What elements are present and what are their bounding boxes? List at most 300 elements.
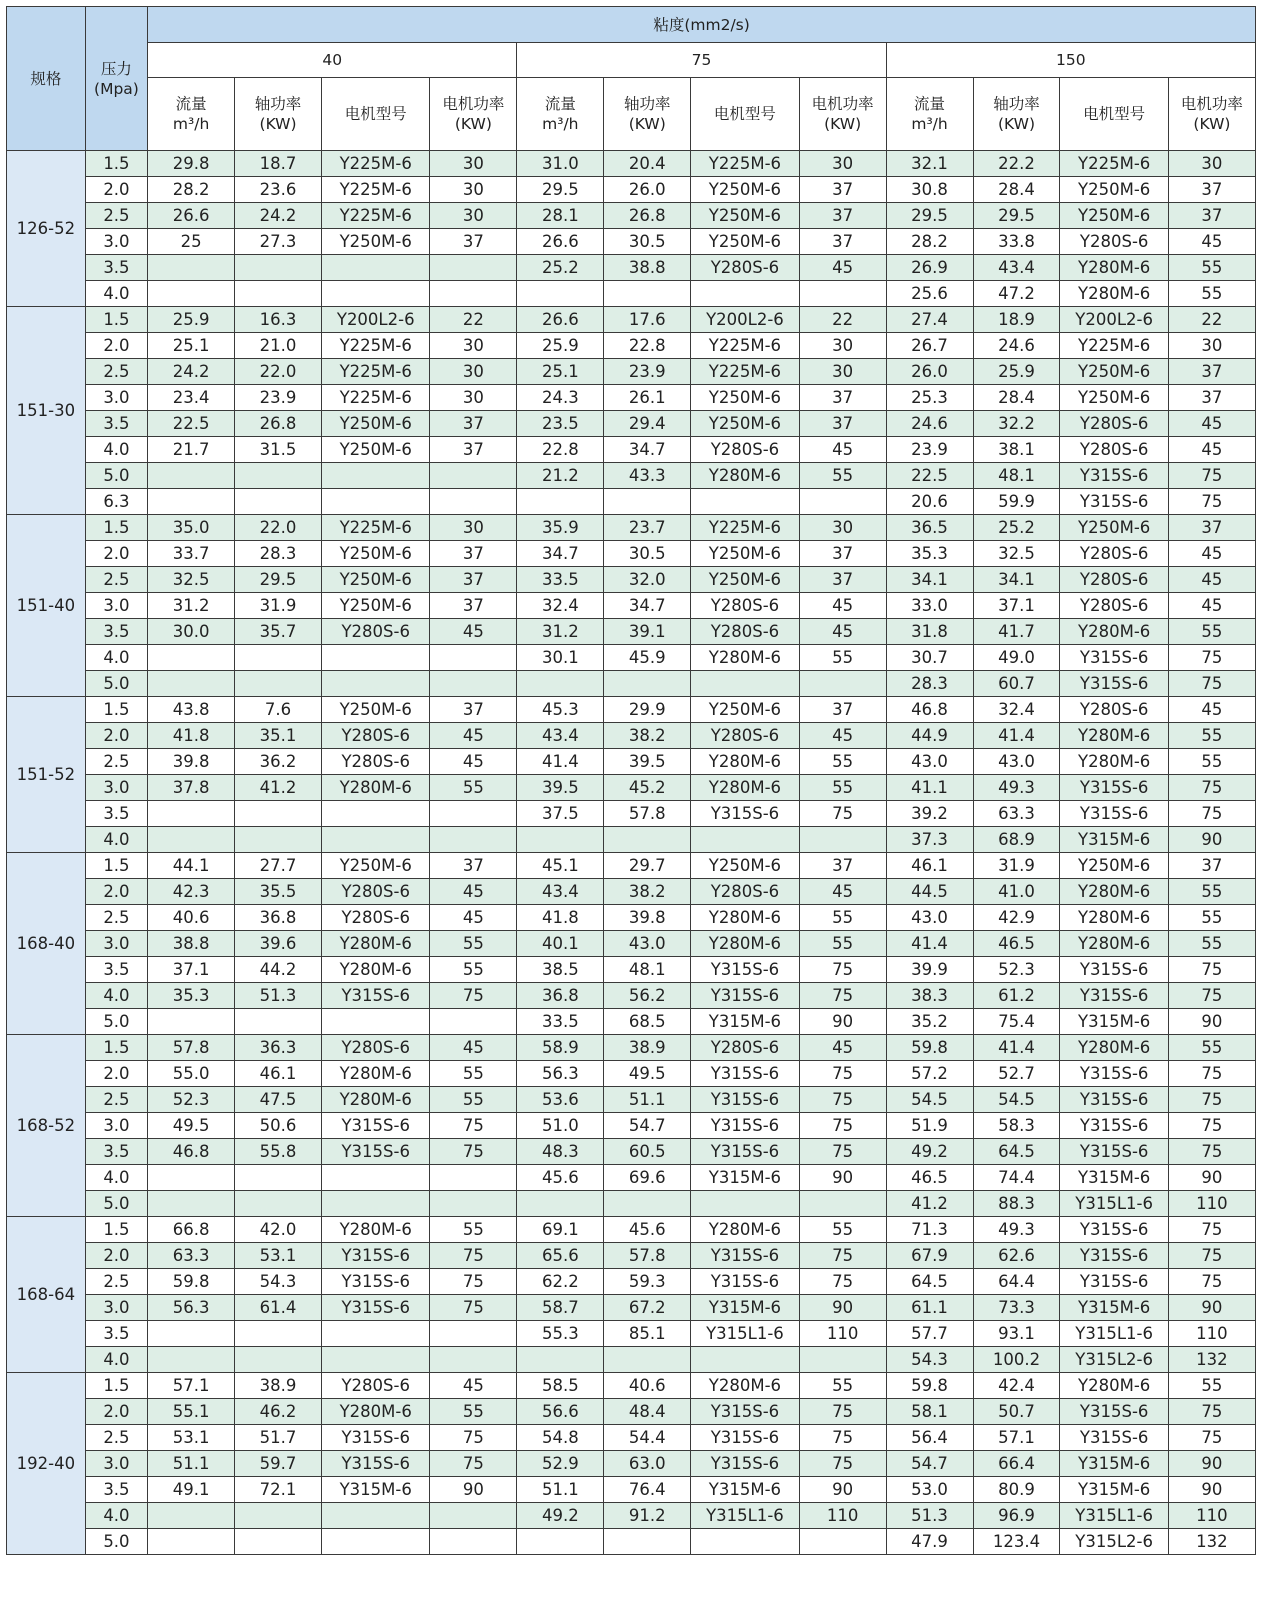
table-cell (322, 1191, 430, 1217)
table-cell: 55 (430, 775, 517, 801)
table-cell: 38.8 (148, 931, 235, 957)
table-cell: 28.2 (886, 229, 973, 255)
table-cell: Y315S-6 (322, 1295, 430, 1321)
column-header (886, 78, 973, 151)
table-cell: 93.1 (973, 1321, 1060, 1347)
table-row (7, 593, 1256, 619)
table-cell: Y280M-6 (1060, 619, 1168, 645)
table-cell: 90 (799, 1165, 886, 1191)
table-cell: 55 (799, 749, 886, 775)
table-cell: 29.5 (517, 177, 604, 203)
table-cell: 30.8 (886, 177, 973, 203)
table-cell: 51.3 (235, 983, 322, 1009)
table-cell: 33.5 (517, 1009, 604, 1035)
table-cell (235, 1529, 322, 1555)
table-cell: Y315S-6 (1060, 801, 1168, 827)
table-cell: 110 (799, 1503, 886, 1529)
table-cell: 46.8 (886, 697, 973, 723)
table-cell: 25.1 (517, 359, 604, 385)
table-cell: 45.6 (517, 1165, 604, 1191)
table-row (7, 1139, 1256, 1165)
table-cell (235, 1165, 322, 1191)
table-cell: 26.8 (604, 203, 691, 229)
table-cell: 55 (799, 931, 886, 957)
viscosity-header: 粘度(mm2/s) (148, 7, 1256, 43)
table-cell: 42.0 (235, 1217, 322, 1243)
table-cell: 55 (1168, 905, 1255, 931)
pressure-cell: 2.5 (85, 1087, 147, 1113)
table-cell: 90 (1168, 1295, 1255, 1321)
table-cell: 48.4 (604, 1399, 691, 1425)
table-cell: 21.7 (148, 437, 235, 463)
table-cell: Y315S-6 (322, 1425, 430, 1451)
pressure-cell: 1.5 (85, 151, 147, 177)
table-cell: 39.5 (517, 775, 604, 801)
table-cell: 32.4 (517, 593, 604, 619)
table-cell: Y225M-6 (322, 515, 430, 541)
table-cell: 39.5 (604, 749, 691, 775)
table-cell: 34.1 (973, 567, 1060, 593)
table-cell: 64.5 (973, 1139, 1060, 1165)
table-cell (430, 1191, 517, 1217)
table-cell: 45 (430, 879, 517, 905)
table-cell (430, 645, 517, 671)
table-cell: 37 (430, 593, 517, 619)
table-cell: 64.4 (973, 1269, 1060, 1295)
table-cell: 91.2 (604, 1503, 691, 1529)
table-cell: 59.8 (886, 1373, 973, 1399)
table-cell: Y280S-6 (1060, 411, 1168, 437)
column-header-label: 流量 m³/h (542, 95, 579, 133)
spec-cell: 168-64 (7, 1217, 86, 1373)
table-cell: 75 (799, 1243, 886, 1269)
table-cell: 75 (430, 1451, 517, 1477)
table-cell: Y315S-6 (691, 801, 799, 827)
table-cell: 61.2 (973, 983, 1060, 1009)
table-cell: Y280S-6 (322, 1373, 430, 1399)
table-cell: 63.3 (148, 1243, 235, 1269)
table-cell: 45 (430, 723, 517, 749)
table-row (7, 1217, 1256, 1243)
table-cell: 51.1 (517, 1477, 604, 1503)
table-cell: Y315M-6 (1060, 1295, 1168, 1321)
table-cell: 45 (1168, 229, 1255, 255)
table-cell: 49.5 (604, 1061, 691, 1087)
table-cell (148, 1321, 235, 1347)
table-cell: Y225M-6 (1060, 151, 1168, 177)
table-cell: 22 (799, 307, 886, 333)
pressure-cell: 1.5 (85, 1217, 147, 1243)
table-cell: 51.0 (517, 1113, 604, 1139)
table-cell: 53.1 (235, 1243, 322, 1269)
table-cell: 22 (430, 307, 517, 333)
table-cell: 29.4 (604, 411, 691, 437)
table-row (7, 619, 1256, 645)
table-cell: 58.1 (886, 1399, 973, 1425)
table-cell: 75 (799, 1061, 886, 1087)
table-cell: 55 (430, 1399, 517, 1425)
table-cell: 59.8 (886, 1035, 973, 1061)
table-cell: 75 (799, 1087, 886, 1113)
table-cell: Y280S-6 (691, 437, 799, 463)
table-cell: 49.2 (517, 1503, 604, 1529)
table-row (7, 151, 1256, 177)
table-cell: 56.3 (148, 1295, 235, 1321)
table-cell: Y315S-6 (1060, 1217, 1168, 1243)
table-cell: 37 (799, 203, 886, 229)
table-cell (799, 1529, 886, 1555)
table-cell (235, 1347, 322, 1373)
table-cell: Y280S-6 (1060, 229, 1168, 255)
table-cell: 59.7 (235, 1451, 322, 1477)
table-cell: 55 (430, 957, 517, 983)
table-cell: Y315S-6 (1060, 1061, 1168, 1087)
table-cell: Y315S-6 (1060, 1113, 1168, 1139)
table-cell: Y315L2-6 (1060, 1347, 1168, 1373)
table-cell: 49.5 (148, 1113, 235, 1139)
table-header (7, 7, 1256, 151)
table-cell: 37 (430, 697, 517, 723)
table-cell: 75 (430, 983, 517, 1009)
table-cell: 45 (799, 879, 886, 905)
table-cell: 75 (1168, 489, 1255, 515)
table-cell: 55 (799, 645, 886, 671)
table-cell: Y315L1-6 (691, 1321, 799, 1347)
table-cell: 42.9 (973, 905, 1060, 931)
table-cell: Y280M-6 (322, 1217, 430, 1243)
table-cell: 49.0 (973, 645, 1060, 671)
table-cell: 51.1 (604, 1087, 691, 1113)
table-cell: 37 (1168, 177, 1255, 203)
table-cell (799, 1347, 886, 1373)
table-row (7, 1191, 1256, 1217)
table-cell: 56.3 (517, 1061, 604, 1087)
table-cell: 31.5 (235, 437, 322, 463)
pressure-cell: 1.5 (85, 307, 147, 333)
table-cell: Y315L1-6 (1060, 1503, 1168, 1529)
pressure-cell: 3.5 (85, 1321, 147, 1347)
pressure-cell: 3.5 (85, 619, 147, 645)
spec-header: 规格 (7, 7, 86, 151)
table-cell: Y250M-6 (322, 853, 430, 879)
spec-cell: 168-52 (7, 1035, 86, 1217)
table-cell (604, 1347, 691, 1373)
table-cell: Y280S-6 (322, 723, 430, 749)
table-cell: 58.5 (517, 1373, 604, 1399)
table-cell: 44.9 (886, 723, 973, 749)
table-cell: 55.1 (148, 1399, 235, 1425)
table-cell: 75 (1168, 1061, 1255, 1087)
table-cell: 52.3 (148, 1087, 235, 1113)
table-cell: Y315S-6 (691, 1061, 799, 1087)
table-cell: Y280M-6 (691, 463, 799, 489)
pressure-cell: 3.5 (85, 411, 147, 437)
table-cell: 43.4 (973, 255, 1060, 281)
table-cell: 75 (1168, 1243, 1255, 1269)
table-cell: Y280S-6 (1060, 541, 1168, 567)
table-cell (430, 1165, 517, 1191)
table-cell: 20.6 (886, 489, 973, 515)
table-cell (322, 1347, 430, 1373)
table-cell: 37 (430, 567, 517, 593)
table-cell: Y280S-6 (322, 905, 430, 931)
table-cell: 75 (1168, 463, 1255, 489)
pressure-cell: 2.5 (85, 905, 147, 931)
table-cell: 21.0 (235, 333, 322, 359)
table-cell: Y250M-6 (691, 567, 799, 593)
pressure-cell: 4.0 (85, 1503, 147, 1529)
table-cell: Y280M-6 (322, 1399, 430, 1425)
table-cell: Y250M-6 (1060, 359, 1168, 385)
table-cell: Y280S-6 (691, 593, 799, 619)
table-cell: 37 (799, 177, 886, 203)
table-cell: 75 (799, 1399, 886, 1425)
table-cell: 60.7 (973, 671, 1060, 697)
table-cell: 31.2 (148, 593, 235, 619)
table-cell (430, 1009, 517, 1035)
table-cell: 47.9 (886, 1529, 973, 1555)
table-cell: 75 (430, 1269, 517, 1295)
table-row (7, 1321, 1256, 1347)
table-cell: Y250M-6 (691, 385, 799, 411)
table-cell: Y280M-6 (1060, 1373, 1168, 1399)
pressure-cell: 2.5 (85, 203, 147, 229)
table-cell: 56.4 (886, 1425, 973, 1451)
table-cell: 39.9 (886, 957, 973, 983)
table-row (7, 801, 1256, 827)
table-cell: 45 (1168, 541, 1255, 567)
pressure-cell: 3.0 (85, 1295, 147, 1321)
table-cell: 66.4 (973, 1451, 1060, 1477)
pressure-cell: 2.0 (85, 1399, 147, 1425)
spec-cell: 168-40 (7, 853, 86, 1035)
table-cell: 39.2 (886, 801, 973, 827)
table-cell: 24.6 (973, 333, 1060, 359)
table-cell: 22.8 (517, 437, 604, 463)
table-cell: 55 (430, 1087, 517, 1113)
table-cell: 30.0 (148, 619, 235, 645)
table-cell: 68.5 (604, 1009, 691, 1035)
table-cell (604, 1529, 691, 1555)
table-cell: Y280M-6 (1060, 905, 1168, 931)
table-cell (235, 801, 322, 827)
table-cell: 54.7 (886, 1451, 973, 1477)
table-cell: 24.6 (886, 411, 973, 437)
table-cell: 31.9 (973, 853, 1060, 879)
table-cell: 75 (1168, 775, 1255, 801)
table-cell: 76.4 (604, 1477, 691, 1503)
table-cell: 85.1 (604, 1321, 691, 1347)
column-header (799, 78, 886, 151)
table-cell: Y280M-6 (1060, 281, 1168, 307)
table-cell: 27.3 (235, 229, 322, 255)
table-cell: 57.8 (148, 1035, 235, 1061)
table-row (7, 1165, 1256, 1191)
table-cell: 50.7 (973, 1399, 1060, 1425)
table-cell: 32.0 (604, 567, 691, 593)
table-cell: 53.0 (886, 1477, 973, 1503)
table-cell: 64.5 (886, 1269, 973, 1295)
table-cell: Y315S-6 (1060, 1087, 1168, 1113)
table-cell: Y315S-6 (1060, 957, 1168, 983)
table-cell: Y315S-6 (1060, 1425, 1168, 1451)
table-cell: 54.3 (886, 1347, 973, 1373)
table-cell (148, 827, 235, 853)
table-row (7, 1347, 1256, 1373)
table-cell: Y225M-6 (322, 385, 430, 411)
table-cell (430, 255, 517, 281)
table-cell: 29.5 (235, 567, 322, 593)
table-cell: Y315S-6 (691, 983, 799, 1009)
table-cell: Y250M-6 (322, 593, 430, 619)
table-cell (148, 255, 235, 281)
pressure-cell: 5.0 (85, 1529, 147, 1555)
table-cell: 54.4 (604, 1425, 691, 1451)
table-cell: 30 (430, 151, 517, 177)
table-cell: 30 (799, 333, 886, 359)
table-cell: Y250M-6 (691, 541, 799, 567)
table-cell: 75 (799, 1269, 886, 1295)
table-cell: 57.8 (604, 801, 691, 827)
table-cell: 37 (799, 697, 886, 723)
table-cell (322, 671, 430, 697)
pressure-cell: 2.0 (85, 333, 147, 359)
column-header (1060, 78, 1168, 151)
table-cell: 22.5 (886, 463, 973, 489)
table-cell: 41.2 (235, 775, 322, 801)
pressure-cell: 2.0 (85, 1243, 147, 1269)
table-cell: 43.4 (517, 879, 604, 905)
table-cell: 32.2 (973, 411, 1060, 437)
table-row (7, 385, 1256, 411)
table-cell: 51.7 (235, 1425, 322, 1451)
table-cell: Y280M-6 (322, 931, 430, 957)
table-cell: 62.2 (517, 1269, 604, 1295)
table-cell: 54.5 (886, 1087, 973, 1113)
table-row (7, 463, 1256, 489)
table-row (7, 645, 1256, 671)
table-row (7, 1087, 1256, 1113)
pressure-cell: 3.0 (85, 1451, 147, 1477)
table-cell: 37 (799, 229, 886, 255)
table-cell: 75 (799, 1113, 886, 1139)
table-cell (148, 463, 235, 489)
table-cell: 55 (799, 1217, 886, 1243)
table-cell: 55 (1168, 281, 1255, 307)
pressure-cell: 4.0 (85, 645, 147, 671)
table-cell: 75.4 (973, 1009, 1060, 1035)
table-cell: 65.6 (517, 1243, 604, 1269)
table-cell (148, 1503, 235, 1529)
table-cell: 26.8 (235, 411, 322, 437)
spec-cell: 151-52 (7, 697, 86, 853)
table-cell: 43.0 (886, 905, 973, 931)
table-cell: 30.5 (604, 541, 691, 567)
table-cell: Y250M-6 (1060, 385, 1168, 411)
table-cell: 36.8 (517, 983, 604, 1009)
viscosity-group-header: 150 (886, 43, 1255, 78)
table-cell: 75 (1168, 1269, 1255, 1295)
table-cell: 75 (1168, 1113, 1255, 1139)
table-row (7, 333, 1256, 359)
table-cell: Y315S-6 (691, 1269, 799, 1295)
column-header-label: 电机型号 (344, 105, 407, 123)
viscosity-group-header: 40 (148, 43, 517, 78)
table-row (7, 671, 1256, 697)
table-cell: 38.8 (604, 255, 691, 281)
table-cell: 61.4 (235, 1295, 322, 1321)
table-row (7, 1477, 1256, 1503)
table-cell: 90 (1168, 827, 1255, 853)
table-cell: 45 (799, 437, 886, 463)
table-cell: 75 (430, 1139, 517, 1165)
column-header-label: 流量 m³/h (911, 95, 948, 133)
table-cell: Y280S-6 (322, 1035, 430, 1061)
table-cell: 51.9 (886, 1113, 973, 1139)
table-cell (322, 281, 430, 307)
table-cell: Y250M-6 (1060, 853, 1168, 879)
table-cell: 22.0 (235, 359, 322, 385)
table-cell: 37 (430, 229, 517, 255)
table-cell: 45 (430, 1035, 517, 1061)
table-cell: 44.1 (148, 853, 235, 879)
pressure-cell: 6.3 (85, 489, 147, 515)
table-cell: 26.6 (517, 307, 604, 333)
table-cell: Y225M-6 (322, 151, 430, 177)
column-header (1168, 78, 1255, 151)
table-cell: 75 (1168, 983, 1255, 1009)
table-cell: Y280M-6 (691, 905, 799, 931)
table-cell: 30 (430, 359, 517, 385)
table-cell: 110 (799, 1321, 886, 1347)
table-cell (148, 645, 235, 671)
table-cell: 25.3 (886, 385, 973, 411)
table-cell: Y200L2-6 (322, 307, 430, 333)
table-cell: 45 (799, 723, 886, 749)
pressure-cell: 2.5 (85, 1425, 147, 1451)
table-cell: Y315L2-6 (1060, 1529, 1168, 1555)
table-cell (430, 463, 517, 489)
table-cell (799, 281, 886, 307)
table-cell: 45.3 (517, 697, 604, 723)
table-cell: 54.3 (235, 1269, 322, 1295)
table-cell: 28.4 (973, 177, 1060, 203)
table-cell: 52.3 (973, 957, 1060, 983)
table-cell: 25.9 (148, 307, 235, 333)
table-cell: 36.3 (235, 1035, 322, 1061)
table-cell: 43.0 (886, 749, 973, 775)
table-row (7, 853, 1256, 879)
table-row (7, 281, 1256, 307)
table-row (7, 1009, 1256, 1035)
table-cell: Y250M-6 (322, 437, 430, 463)
table-cell: 26.1 (604, 385, 691, 411)
table-cell: 35.0 (148, 515, 235, 541)
table-cell: 48.1 (604, 957, 691, 983)
table-cell: Y315M-6 (322, 1477, 430, 1503)
table-cell: 31.9 (235, 593, 322, 619)
spec-cell: 151-40 (7, 515, 86, 697)
table-cell: Y200L2-6 (1060, 307, 1168, 333)
table-cell (517, 1347, 604, 1373)
table-cell: Y250M-6 (691, 177, 799, 203)
table-cell (604, 827, 691, 853)
table-cell: 37 (799, 385, 886, 411)
table-cell: 45 (430, 905, 517, 931)
pressure-cell: 2.5 (85, 749, 147, 775)
table-row (7, 359, 1256, 385)
table-cell: 37 (799, 567, 886, 593)
